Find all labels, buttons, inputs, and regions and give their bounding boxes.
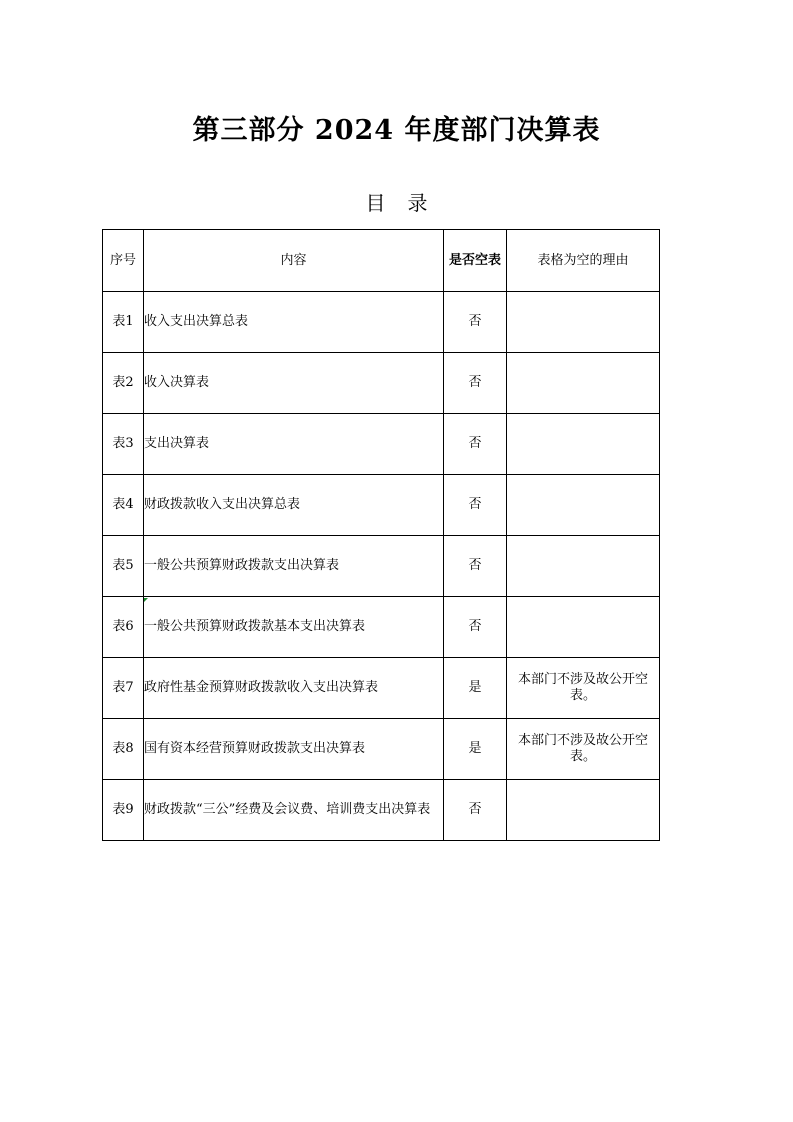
row-no: 表4	[103, 475, 144, 536]
row-reason	[507, 536, 660, 597]
header-content: 内容	[144, 230, 444, 292]
header-is-empty: 是否空表	[444, 230, 507, 292]
row-content: 收入支出决算总表	[144, 292, 444, 353]
row-is-empty: 是	[444, 658, 507, 719]
header-reason: 表格为空的理由	[507, 230, 660, 292]
row-no: 表1	[103, 292, 144, 353]
row-no: 表3	[103, 414, 144, 475]
table-row	[103, 536, 660, 597]
row-no: 表7	[103, 658, 144, 719]
row-is-empty: 否	[444, 353, 507, 414]
row-is-empty: 否	[444, 780, 507, 841]
row-content: 一般公共预算财政拨款基本支出决算表	[144, 597, 444, 658]
header-no: 序号	[103, 230, 144, 292]
row-no: 表2	[103, 353, 144, 414]
row-no: 表9	[103, 780, 144, 841]
row-content: 政府性基金预算财政拨款收入支出决算表	[144, 658, 444, 719]
table-row	[103, 353, 660, 414]
toc-table	[102, 229, 660, 841]
toc-heading	[0, 187, 793, 216]
row-content: 支出决算表	[144, 414, 444, 475]
table-row	[103, 719, 660, 780]
row-reason	[507, 780, 660, 841]
row-is-empty: 是	[444, 719, 507, 780]
row-is-empty: 否	[444, 414, 507, 475]
row-reason: 本部门不涉及故公开空表。	[507, 658, 660, 719]
toc-heading-char-1: 目	[365, 191, 386, 215]
table-row	[103, 780, 660, 841]
toc-heading-char-2: 录	[407, 191, 428, 215]
row-reason	[507, 292, 660, 353]
table-header-row	[103, 230, 660, 292]
row-reason: 本部门不涉及故公开空表。	[507, 719, 660, 780]
page-title: 第三部分 2024 年度部门决算表	[192, 115, 601, 146]
row-is-empty: 否	[444, 597, 507, 658]
table-row	[103, 292, 660, 353]
row-is-empty: 否	[444, 536, 507, 597]
row-no: 表8	[103, 719, 144, 780]
table-row	[103, 597, 660, 658]
cell-comment-marker	[144, 598, 148, 602]
row-reason	[507, 414, 660, 475]
row-reason	[507, 597, 660, 658]
row-content: 国有资本经营预算财政拨款支出决算表	[144, 719, 444, 780]
table-row	[103, 475, 660, 536]
row-content: 财政拨款收入支出决算总表	[144, 475, 444, 536]
table-row	[103, 658, 660, 719]
row-reason	[507, 353, 660, 414]
row-content: 一般公共预算财政拨款支出决算表	[144, 536, 444, 597]
table-row	[103, 414, 660, 475]
row-content: 财政拨款“三公”经费及会议费、培训费支出决算表	[144, 780, 444, 841]
row-no: 表5	[103, 536, 144, 597]
row-content: 收入决算表	[144, 353, 444, 414]
row-no: 表6	[103, 597, 144, 658]
row-is-empty: 否	[444, 292, 507, 353]
row-is-empty: 否	[444, 475, 507, 536]
row-reason	[507, 475, 660, 536]
